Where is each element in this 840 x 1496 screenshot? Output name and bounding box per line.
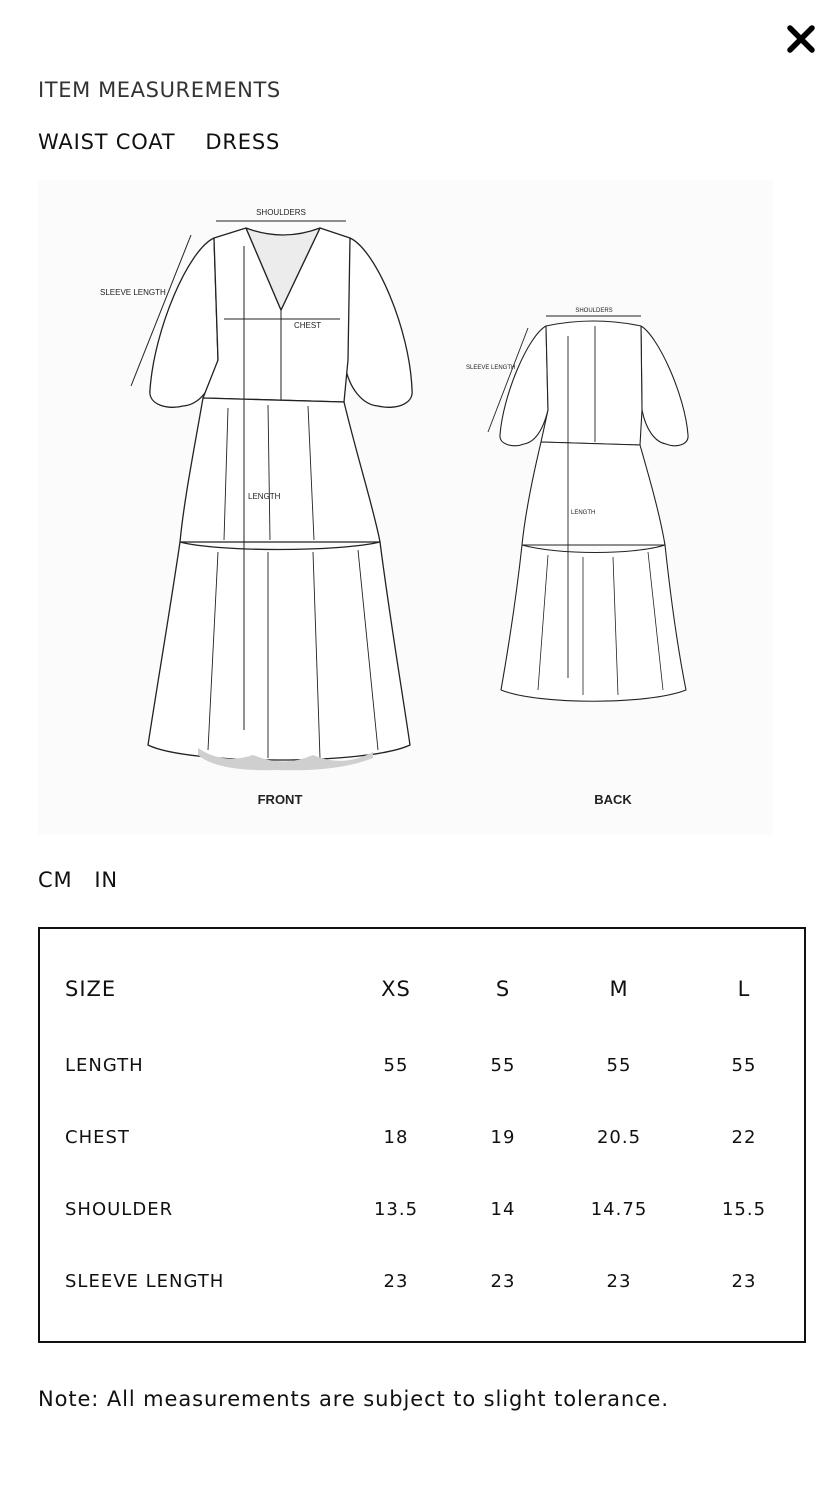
size-table bbox=[38, 927, 806, 1343]
header-l: L bbox=[737, 977, 751, 1001]
cell-value: 14 bbox=[490, 1199, 516, 1220]
cell-value: 55 bbox=[606, 1055, 632, 1076]
size-table-header bbox=[40, 969, 804, 1009]
tolerance-note: Note: All measurements are subject to slight tolerance. bbox=[38, 1387, 669, 1411]
front-length-label: LENGTH bbox=[248, 492, 281, 501]
back-caption: BACK bbox=[594, 792, 632, 807]
cell-value: 23 bbox=[383, 1271, 409, 1292]
cell-value: 22 bbox=[731, 1127, 757, 1148]
unit-toggle bbox=[38, 868, 118, 892]
unit-cm-button[interactable]: CM bbox=[38, 868, 73, 892]
cell-value: 19 bbox=[490, 1127, 516, 1148]
cell-value: 23 bbox=[490, 1271, 516, 1292]
header-size: SIZE bbox=[65, 977, 117, 1001]
cell-value: 14.75 bbox=[590, 1199, 648, 1220]
back-sleeve-length-label: SLEEVE LENGTH bbox=[466, 365, 516, 371]
row-label: LENGTH bbox=[65, 1055, 144, 1076]
back-length-label: LENGTH bbox=[571, 510, 596, 516]
measurement-diagram bbox=[38, 180, 773, 835]
table-row bbox=[40, 1046, 804, 1086]
row-label: CHEST bbox=[65, 1127, 130, 1148]
row-label: SLEEVE LENGTH bbox=[65, 1271, 225, 1292]
front-shoulders-label: SHOULDERS bbox=[256, 208, 306, 217]
garment-tabs bbox=[38, 130, 280, 154]
header-m: M bbox=[609, 977, 629, 1001]
unit-in-button[interactable]: IN bbox=[94, 868, 118, 892]
front-chest-label: CHEST bbox=[294, 321, 322, 330]
table-row bbox=[40, 1262, 804, 1302]
cell-value: 23 bbox=[731, 1271, 757, 1292]
cell-value: 55 bbox=[383, 1055, 409, 1076]
tab-dress[interactable]: DRESS bbox=[205, 130, 281, 154]
front-sleeve-length-label: SLEEVE LENGTH bbox=[100, 288, 166, 297]
row-label: SHOULDER bbox=[65, 1199, 174, 1220]
cell-value: 20.5 bbox=[596, 1127, 642, 1148]
modal-title: ITEM MEASUREMENTS bbox=[38, 78, 281, 102]
front-caption: FRONT bbox=[257, 792, 303, 807]
table-row bbox=[40, 1118, 804, 1158]
back-shoulders-label: SHOULDERS bbox=[575, 308, 613, 314]
close-button[interactable] bbox=[784, 22, 818, 56]
cell-value: 13.5 bbox=[373, 1199, 419, 1220]
cell-value: 55 bbox=[490, 1055, 516, 1076]
table-row bbox=[40, 1190, 804, 1230]
tab-waist-coat[interactable]: WAIST COAT bbox=[38, 130, 176, 154]
close-icon bbox=[784, 22, 818, 56]
cell-value: 15.5 bbox=[721, 1199, 767, 1220]
header-s: S bbox=[495, 977, 511, 1001]
cell-value: 23 bbox=[606, 1271, 632, 1292]
cell-value: 55 bbox=[731, 1055, 757, 1076]
cell-value: 18 bbox=[383, 1127, 409, 1148]
header-xs: XS bbox=[381, 977, 411, 1001]
